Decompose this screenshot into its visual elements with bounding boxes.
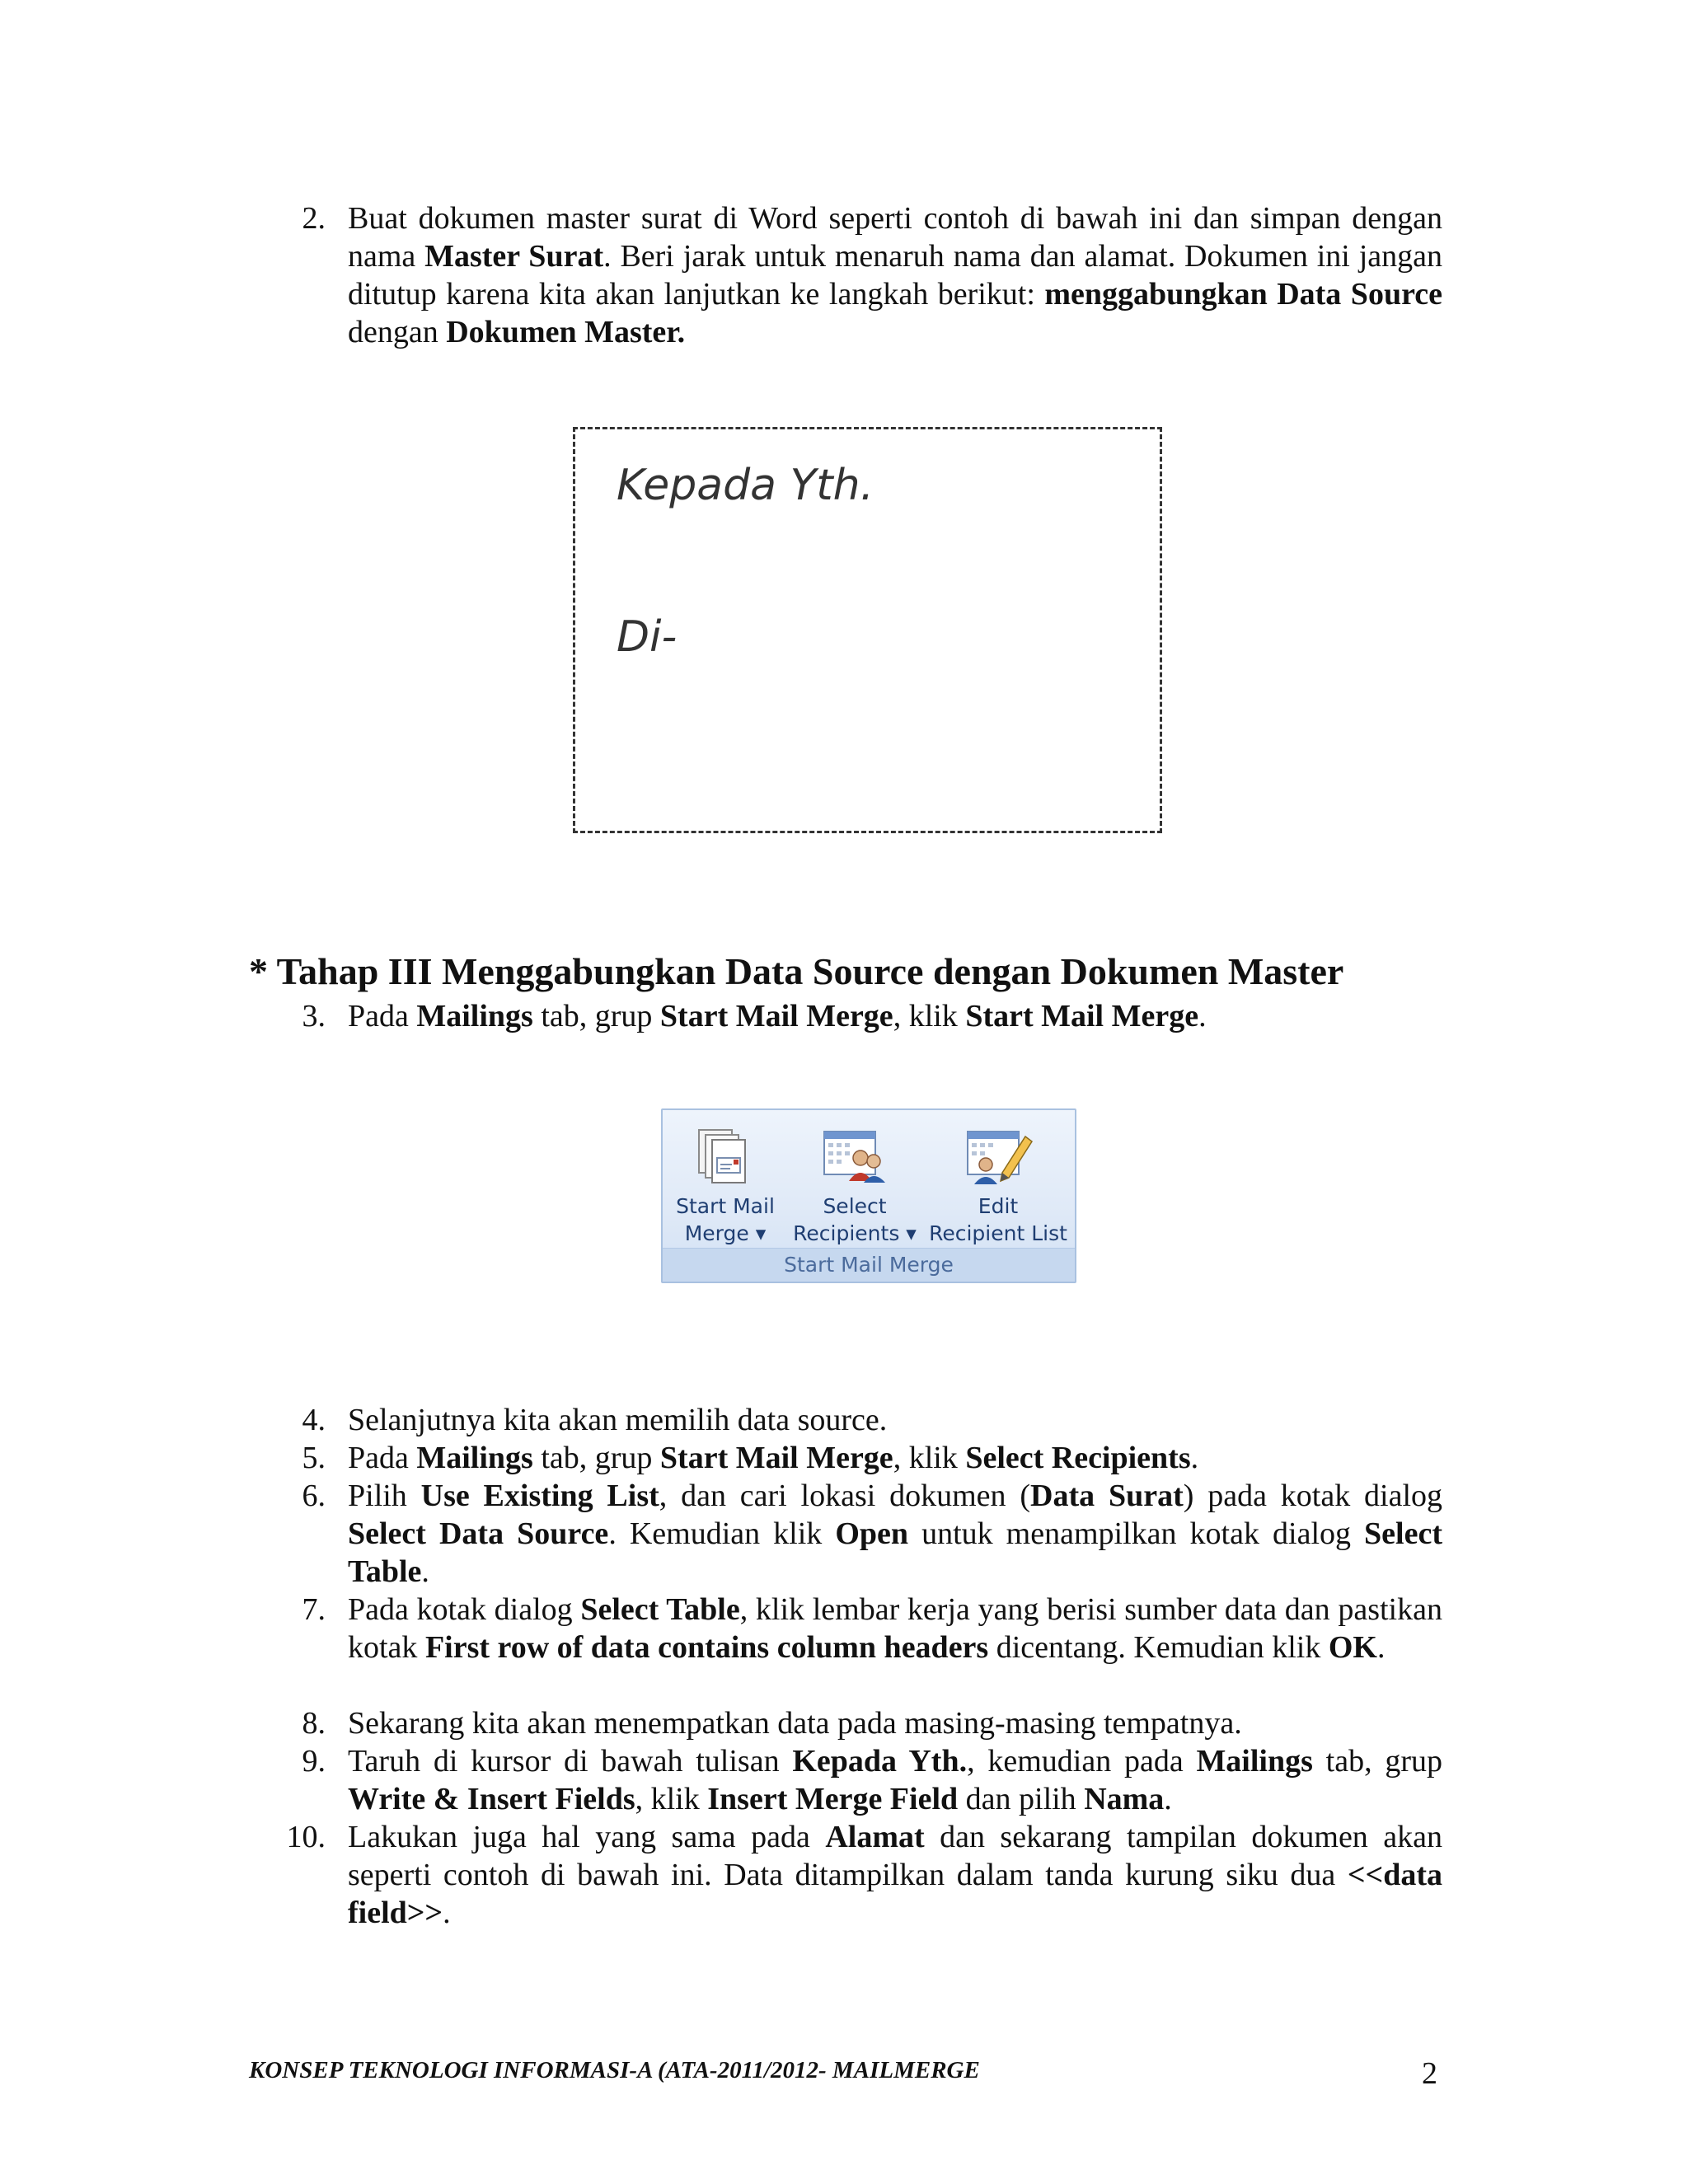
list-item bbox=[293, 1742, 1442, 1818]
list-item bbox=[293, 1591, 1442, 1666]
select-recipients-button[interactable] bbox=[786, 1110, 923, 1250]
list-text: Sekarang kita akan menempatkan data pada masing-masing tempatnya. bbox=[348, 1706, 1242, 1741]
list-item bbox=[293, 1439, 1442, 1477]
letter-greeting: Kepada Yth. bbox=[617, 461, 874, 510]
select-recipients-icon bbox=[821, 1125, 890, 1191]
list-number: 5. bbox=[302, 1441, 326, 1475]
start-mail-merge-icon bbox=[692, 1125, 758, 1191]
master-letter-figure bbox=[573, 427, 1162, 833]
list-text: Pada Mailings tab, grup Start Mail Merge, klik Select Recipients. bbox=[348, 1441, 1199, 1475]
list-item bbox=[286, 1818, 1443, 1932]
list-number: 7. bbox=[302, 1592, 326, 1627]
letter-address-line: Di- bbox=[617, 612, 678, 662]
list-text: Taruh di kursor di bawah tulisan Kepada Yth., kemudian pada Mailings tab, grup Write & Insert Fields, klik Insert Merge Field dan pilih Nama. bbox=[348, 1744, 1442, 1816]
list-text: Lakukan juga hal yang sama pada Alamat dan sekarang tampilan dokumen akan seperti contoh di bawah ini. Data ditampilkan dalam tanda kurung siku dua <<data field>>. bbox=[348, 1820, 1443, 1930]
page-number: 2 bbox=[1422, 2056, 1437, 2091]
list-number: 8. bbox=[302, 1706, 326, 1741]
list-number: 6. bbox=[302, 1479, 326, 1513]
section-heading: * Tahap III Menggabungkan Data Source dengan Dokumen Master bbox=[249, 950, 1344, 992]
list-text: Buat dokumen master surat di Word seperti contoh di bawah ini dan simpan dengan nama Master Surat. Beri jarak untuk menaruh nama dan alamat. Dokumen ini jangan ditutup karena kita akan lanjutkan ke langkah berikut: menggabungkan Data Source dengan Dokumen Master. bbox=[348, 201, 1442, 349]
list-item bbox=[293, 199, 1442, 351]
start-mail-merge-ribbon-group bbox=[661, 1108, 1076, 1283]
select-recipients-label: Select Recipients ▾ bbox=[793, 1194, 917, 1245]
ribbon-group-label: Start Mail Merge bbox=[663, 1248, 1075, 1282]
list-item bbox=[293, 1704, 1442, 1742]
edit-recipient-list-icon bbox=[964, 1125, 1034, 1191]
list-item bbox=[293, 997, 1442, 1035]
list-text: Pada kotak dialog Select Table, klik lembar kerja yang berisi sumber data dan pastikan kotak First row of data contains column headers dicentang. Kemudian klik OK. bbox=[348, 1592, 1442, 1665]
edit-recipient-list-button[interactable] bbox=[921, 1110, 1075, 1250]
list-number: 2. bbox=[302, 201, 326, 236]
start-mail-merge-button[interactable] bbox=[663, 1110, 788, 1250]
list-text: Pada Mailings tab, grup Start Mail Merge, klik Start Mail Merge. bbox=[348, 999, 1207, 1033]
list-item bbox=[293, 1477, 1442, 1591]
footer-title: KONSEP TEKNOLOGI INFORMASI-A (ATA-2011/2012- MAILMERGE bbox=[249, 2057, 980, 2083]
list-number: 3. bbox=[302, 999, 326, 1033]
list-text: Pilih Use Existing List, dan cari lokasi dokumen (Data Surat) pada kotak dialog Select Data Source. Kemudian klik Open untuk menampilkan kotak dialog Select Table. bbox=[348, 1479, 1443, 1589]
list-number: 10. bbox=[286, 1820, 326, 1854]
list-item bbox=[293, 1401, 1442, 1439]
edit-recipient-list-label: Edit Recipient List bbox=[929, 1194, 1067, 1245]
list-number: 9. bbox=[302, 1744, 326, 1779]
list-number: 4. bbox=[302, 1403, 326, 1437]
start-mail-merge-label: Start Mail Merge ▾ bbox=[676, 1194, 775, 1245]
list-text: Selanjutnya kita akan memilih data source. bbox=[348, 1403, 888, 1437]
